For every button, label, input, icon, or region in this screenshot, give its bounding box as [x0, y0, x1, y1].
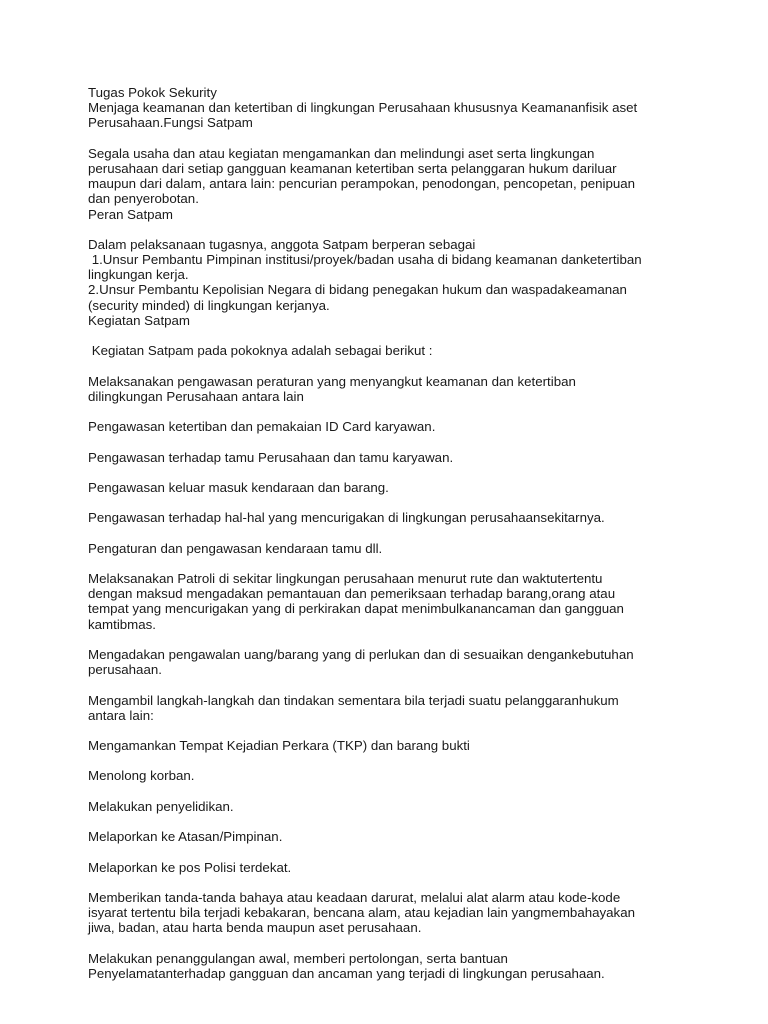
paragraph: [88, 647, 728, 677]
text-line: Penyelamatanterhadap gangguan dan ancaman yang terjadi di lingkungan perusahaan.: [88, 965, 605, 981]
text-line: Melaksanakan pengawasan peraturan yang menyangkut keamanan dan ketertiban: [88, 373, 576, 389]
paragraph: [88, 510, 728, 525]
document-page: [88, 85, 728, 981]
paragraph-gap: [88, 875, 728, 890]
text-line: Melakukan penyelidikan.: [88, 798, 234, 814]
text-line: Pengaturan dan pengawasan kendaraan tamu dll.: [88, 540, 383, 556]
paragraph-gap: [88, 936, 728, 951]
text-line: Tugas Pokok Sekurity: [88, 85, 217, 100]
paragraph-gap: [88, 131, 728, 146]
text-line: Pengawasan keluar masuk kendaraan dan barang.: [88, 479, 389, 495]
text-line: antara lain:: [88, 707, 154, 723]
text-line: Pengawasan ketertiban dan pemakaian ID Card karyawan.: [88, 419, 436, 435]
paragraph: [88, 480, 728, 495]
paragraph: [88, 85, 728, 131]
paragraph: [88, 571, 728, 632]
paragraph: [88, 146, 728, 222]
text-line: 1.Unsur Pembantu Pimpinan institusi/proyek/badan usaha di bidang keamanan danketertiban: [88, 252, 642, 268]
text-line: 2.Unsur Pembantu Kepolisian Negara di bidang penegakan hukum dan waspadakeamanan: [88, 282, 627, 298]
text-line: Dalam pelaksanaan tugasnya, anggota Satpam berperan sebagai: [88, 236, 476, 252]
text-line: Kegiatan Satpam pada pokoknya adalah sebagai berikut :: [88, 343, 433, 359]
paragraph-gap: [88, 723, 728, 738]
paragraph: [88, 890, 728, 936]
text-line: Kegiatan Satpam: [88, 312, 191, 328]
paragraph-gap: [88, 753, 728, 768]
paragraph: [88, 693, 728, 723]
text-line: maupun dari dalam, antara lain: pencurian perampokan, penodongan, pencopetan, penipuan: [88, 176, 636, 192]
paragraph: [88, 860, 728, 875]
paragraph-gap: [88, 404, 728, 419]
paragraph-gap: [88, 844, 728, 859]
text-line: tempat yang mencurigakan yang di perkirakan dapat menimbulkanancaman dan gangguan: [88, 601, 624, 617]
text-line: Mengadakan pengawalan uang/barang yang di perlukan dan di sesuaikan dengankebutuhan: [88, 646, 634, 662]
text-line: Pengawasan terhadap tamu Perusahaan dan tamu karyawan.: [88, 449, 454, 465]
paragraph-gap: [88, 814, 728, 829]
text-line: dengan maksud mengadakan pemantauan dan pemeriksaan terhadap barang,orang atau: [88, 586, 616, 602]
text-line: (security minded) di lingkungan kerjanya.: [88, 297, 330, 313]
text-line: perusahaan.: [88, 662, 162, 678]
text-line: Menolong korban.: [88, 768, 195, 784]
paragraph-gap: [88, 784, 728, 799]
text-line: perusahaan dari setiap gangguan keamanan ketertiban serta pelanggaran hukum dariluar: [88, 160, 617, 176]
text-line: Mengambil langkah-langkah dan tindakan sementara bila terjadi suatu pelanggaranhukum: [88, 692, 619, 708]
paragraph: [88, 419, 728, 434]
text-line: lingkungan kerja.: [88, 267, 189, 283]
text-line: Melaksanakan Patroli di sekitar lingkungan perusahaan menurut rute dan waktutertentu: [88, 571, 603, 586]
text-line: Segala usaha dan atau kegiatan mengamankan dan melindungi aset serta lingkungan: [88, 145, 595, 161]
text-line: Memberikan tanda-tanda bahaya atau keadaan darurat, melalui alat alarm atau kode-kode: [88, 889, 621, 905]
text-line: jiwa, badan, atau harta benda maupun aset perusahaan.: [88, 920, 422, 936]
text-line: isyarat tertentu bila terjadi kebakaran, bencana alam, atau kejadian lain yangmembahayakan: [88, 905, 635, 921]
paragraph-gap: [88, 434, 728, 449]
text-line: Mengamankan Tempat Kejadian Perkara (TKP) dan barang bukti: [88, 738, 470, 754]
paragraph: [88, 951, 728, 981]
paragraph: [88, 829, 728, 844]
text-line: Melaporkan ke pos Polisi terdekat.: [88, 859, 292, 875]
paragraph: [88, 450, 728, 465]
text-line: kamtibmas.: [88, 616, 156, 632]
paragraph-gap: [88, 495, 728, 510]
paragraph: [88, 799, 728, 814]
paragraph-gap: [88, 677, 728, 692]
text-line: dilingkungan Perusahaan antara lain: [88, 388, 304, 404]
paragraph-gap: [88, 465, 728, 480]
paragraph-gap: [88, 556, 728, 571]
text-line: Pengawasan terhadap hal-hal yang mencurigakan di lingkungan perusahaansekitarnya.: [88, 510, 605, 526]
text-line: Melakukan penanggulangan awal, memberi pertolongan, serta bantuan: [88, 950, 508, 966]
paragraph-gap: [88, 525, 728, 540]
paragraph: [88, 541, 728, 556]
text-line: dan penyerobotan.: [88, 191, 199, 207]
text-line: Melaporkan ke Atasan/Pimpinan.: [88, 829, 283, 845]
paragraph: [88, 343, 728, 358]
paragraph-gap: [88, 358, 728, 373]
paragraph: [88, 374, 728, 404]
paragraph-gap: [88, 328, 728, 343]
text-line: Perusahaan.Fungsi Satpam: [88, 115, 253, 131]
paragraph-gap: [88, 222, 728, 237]
text-line: Peran Satpam: [88, 206, 174, 222]
paragraph: [88, 768, 728, 783]
text-line: Menjaga keamanan dan ketertiban di lingkungan Perusahaan khususnya Keamananfisik aset: [88, 100, 638, 116]
paragraph: [88, 237, 728, 328]
paragraph-gap: [88, 632, 728, 647]
paragraph: [88, 738, 728, 753]
